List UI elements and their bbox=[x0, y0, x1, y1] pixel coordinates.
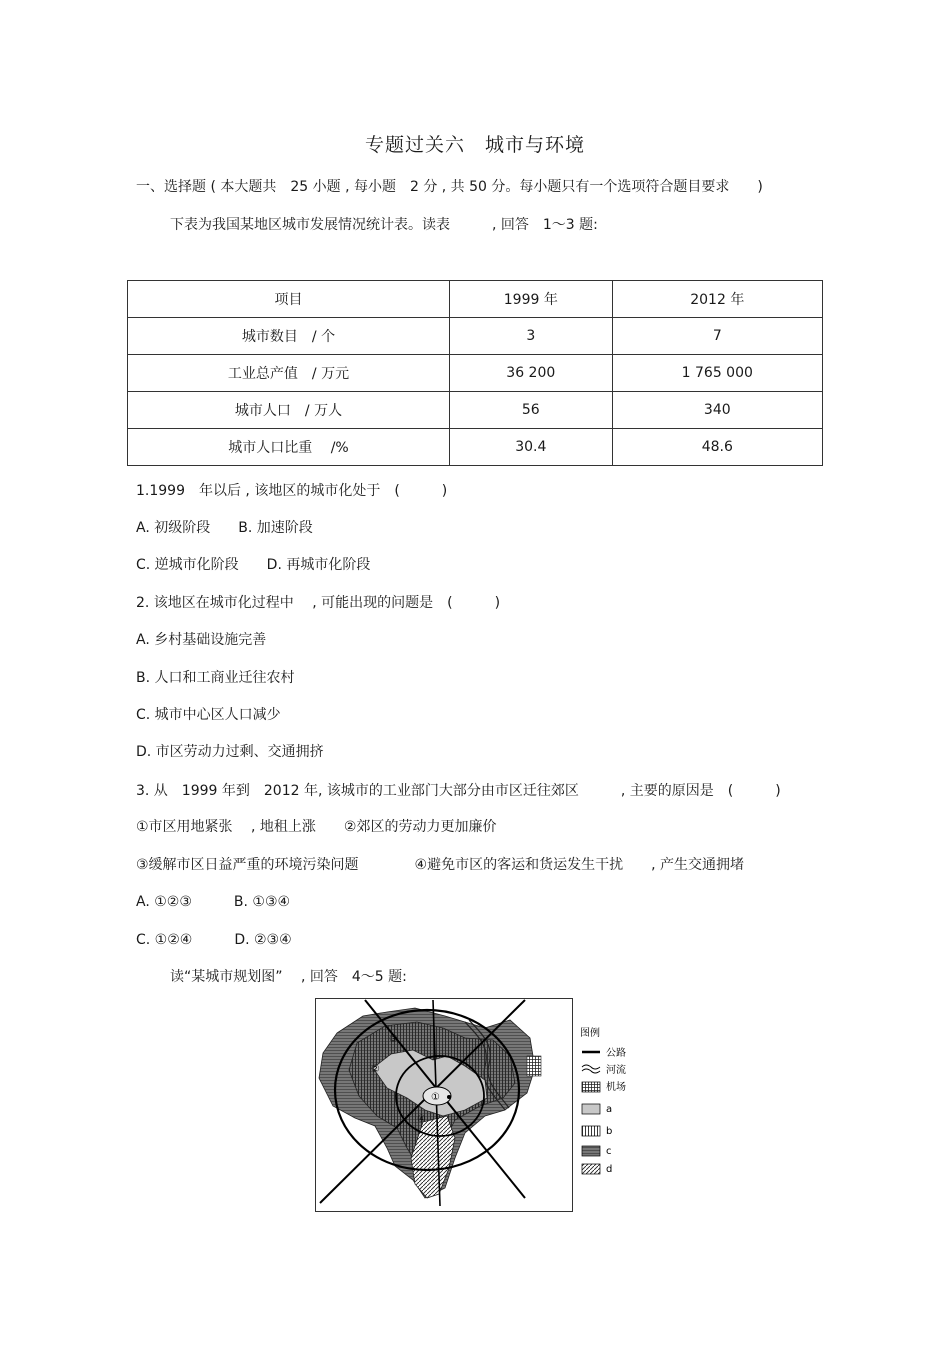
table-cell: 城市人口 / 万人 bbox=[128, 392, 450, 429]
q3-options-cd: C. ①②④ D. ②③④ bbox=[136, 932, 292, 948]
legend-title: 图例 bbox=[580, 1028, 600, 1039]
legend-road: 公路 bbox=[606, 1048, 626, 1059]
legend-a: a bbox=[606, 1104, 613, 1115]
legend-d: d bbox=[606, 1164, 613, 1175]
legend-airport: 机场 bbox=[606, 1082, 626, 1093]
marker-3: ③ bbox=[389, 1034, 398, 1045]
marker-4: ④ bbox=[417, 1114, 426, 1125]
table-cell: 3 bbox=[450, 318, 613, 355]
table-cell: 1 765 000 bbox=[612, 355, 822, 392]
q2-option-d: D. 市区劳动力过剩、交通拥挤 bbox=[136, 744, 324, 760]
q2-option-b: B. 人口和工商业迁往农村 bbox=[136, 670, 295, 686]
q2-option-c: C. 城市中心区人口减少 bbox=[136, 707, 281, 723]
table-cell: 城市数目 / 个 bbox=[128, 318, 450, 355]
city-plan-map bbox=[315, 998, 573, 1212]
q2-stem: 2. 该地区在城市化过程中 , 可能出现的问题是 ( ) bbox=[136, 595, 501, 611]
legend-c: c bbox=[606, 1146, 612, 1157]
q3-options-ab: A. ①②③ B. ①③④ bbox=[136, 894, 291, 910]
table-cell: 56 bbox=[450, 392, 613, 429]
legend-panel bbox=[578, 1026, 638, 1176]
q3-statement-1: ①市区用地紧张 , 地租上涨 ②郊区的劳动力更加廉价 bbox=[136, 819, 497, 835]
legend-b: b bbox=[606, 1126, 613, 1137]
table-cell: 36 200 bbox=[450, 355, 613, 392]
q3-statement-2: ③缓解市区日益严重的环境污染问题 ④避免市区的客运和货运发生干扰 , 产生交通拥堵 bbox=[136, 857, 744, 873]
table-cell: 340 bbox=[612, 392, 822, 429]
legend-river: 河流 bbox=[606, 1065, 626, 1076]
table-cell: 7 bbox=[612, 318, 822, 355]
marker-1: ① bbox=[431, 1092, 440, 1103]
page-title: 专题过关六 城市与环境 bbox=[364, 134, 585, 156]
q1-options-cd: C. 逆城市化阶段 D. 再城市化阶段 bbox=[136, 557, 371, 573]
stats-table bbox=[127, 280, 823, 466]
intro-map: 读“某城市规划图” , 回答 4～5 题: bbox=[170, 969, 407, 985]
table-cell: 城市人口比重 /% bbox=[128, 429, 450, 466]
table-cell: 48.6 bbox=[612, 429, 822, 466]
section-header: 一、选择题 ( 本大题共 25 小题 , 每小题 2 分 , 共 50 分。每小题只有一个选项符合题目要求 ) bbox=[136, 179, 763, 195]
marker-2: ② bbox=[371, 1064, 380, 1075]
table-row bbox=[128, 429, 823, 466]
table-cell: 30.4 bbox=[450, 429, 613, 466]
table-row bbox=[128, 392, 823, 429]
q1-stem: 1.1999 年以后 , 该地区的城市化处于 ( ) bbox=[136, 483, 448, 499]
header-cell: 2012 年 bbox=[612, 281, 822, 318]
table-header-row bbox=[128, 281, 823, 318]
q1-options-ab: A. 初级阶段 B. 加速阶段 bbox=[136, 520, 313, 536]
header-cell: 1999 年 bbox=[450, 281, 613, 318]
q3-stem: 3. 从 1999 年到 2012 年, 该城市的工业部门大部分由市区迁往郊区 , 主要的原因是 ( ) bbox=[136, 783, 781, 799]
airport-area bbox=[527, 1056, 541, 1076]
intro-table: 下表为我国某地区城市发展情况统计表。读表 , 回答 1～3 题: bbox=[170, 217, 598, 233]
table-row bbox=[128, 355, 823, 392]
table-cell: 工业总产值 / 万元 bbox=[128, 355, 450, 392]
q2-option-a: A. 乡村基础设施完善 bbox=[136, 632, 267, 648]
table-row bbox=[128, 318, 823, 355]
header-cell: 项目 bbox=[128, 281, 450, 318]
